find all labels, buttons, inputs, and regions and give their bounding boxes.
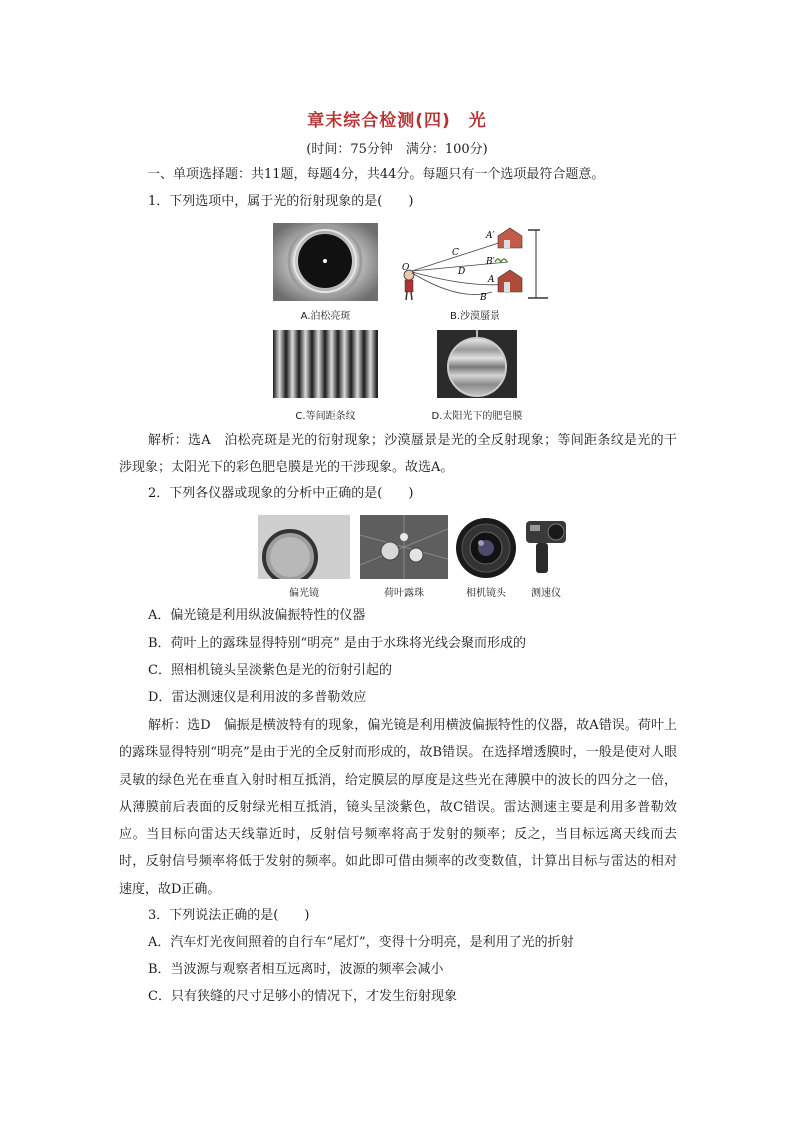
question-3-option-b: B．当波源与观察者相互远离时，波源的频率会减小 (148, 962, 444, 977)
question-3-stem: 3．下列说法正确的是( ) (148, 908, 310, 923)
figure-caption: C.等间距条纹 (295, 411, 356, 422)
question-2-option-d: D．雷达测速仪是利用波的多普勒效应 (148, 690, 367, 705)
speed-radar-figure (522, 515, 570, 579)
lotus-dew-figure (360, 515, 448, 579)
page-title: 章末综合检测(四) 光 (307, 111, 487, 131)
interference-fringes-figure (273, 330, 378, 398)
question-1-analysis: 解析：选A 泊松亮斑是光的衍射现象；沙漠蜃景是光的全反射现象；等间距条纹是光的干涉现象；太阳光下的彩色肥皂膜是光的干涉现象。故选A。 (119, 433, 677, 476)
question-2-option-b: B．荷叶上的露珠显得特别“明亮” 是由于水珠将光线会聚而形成的 (148, 636, 526, 651)
desert-mirage-figure (400, 222, 550, 304)
question-2-analysis: 解析：选D 偏振是横波特有的现象，偏光镜是利用横波偏振特性的仪器，故A错误。荷叶上的露珠显得特别“明亮”是由于光的全反射而形成的，故B错误。在选择增透膜时，一般是使对人眼灵敏的绿色光在垂直入射时相互抵消，给定膜层的厚度是这些光在薄膜中的波长的四分之一倍，从薄膜前后表面的反射绿光相互抵消，镜头呈淡紫色，故C错误。雷达测速主要是利用多普勒效应。当目标向雷达天线靠近时，反射信号频率将高于发射的频率；反之，当目标远离天线而去时，反射信号频率将低于发射的频率。如此即可借由频率的改变数值，计算出目标与雷达的相对速度，故D正确。 (119, 718, 677, 897)
figure-caption: A.泊松亮斑 (300, 311, 351, 322)
figure-caption: B.沙漠蜃景 (449, 311, 501, 322)
question-3-option-a: A．汽车灯光夜间照着的自行车“尾灯”，变得十分明亮，是利用了光的折射 (148, 935, 574, 950)
exam-time-score: (时间：75分钟 满分：100分) (306, 142, 488, 157)
figure-caption: 荷叶露珠 (384, 588, 424, 599)
question-2-stem: 2．下列各仪器或现象的分析中正确的是( ) (148, 486, 414, 501)
ray-label-c: C (452, 248, 459, 258)
figure-caption: 相机镜头 (466, 588, 506, 599)
question-2-option-a: A．偏光镜是利用纵波偏振特性的仪器 (148, 608, 366, 623)
section-heading: 一、单项选择题：共11题，每题4分，共44分。每题只有一个选项最符合题意。 (147, 167, 605, 182)
camera-lens-figure (455, 515, 517, 579)
polarizer-figure (258, 515, 350, 579)
soap-film-figure (437, 330, 517, 398)
point-label-b: B (480, 293, 487, 303)
figure-caption: 偏光镜 (289, 588, 319, 599)
figure-caption: 测速仪 (531, 588, 561, 599)
point-label-b-prime: B′ (486, 257, 495, 267)
ray-label-d: D (458, 267, 466, 277)
figure-caption: D.太阳光下的肥皂膜 (431, 411, 523, 422)
question-3-option-c: C．只有狭缝的尺寸足够小的情况下，才发生衍射现象 (148, 989, 457, 1004)
point-label-a-prime: A′ (486, 231, 495, 241)
poisson-spot-figure (273, 223, 378, 301)
question-1-stem: 1．下列选项中，属于光的衍射现象的是( ) (148, 194, 414, 209)
question-2-option-c: C．照相机镜头呈淡紫色是光的衍射引起的 (148, 663, 392, 678)
point-label-o: O (402, 263, 410, 273)
point-label-a: A (488, 275, 495, 285)
